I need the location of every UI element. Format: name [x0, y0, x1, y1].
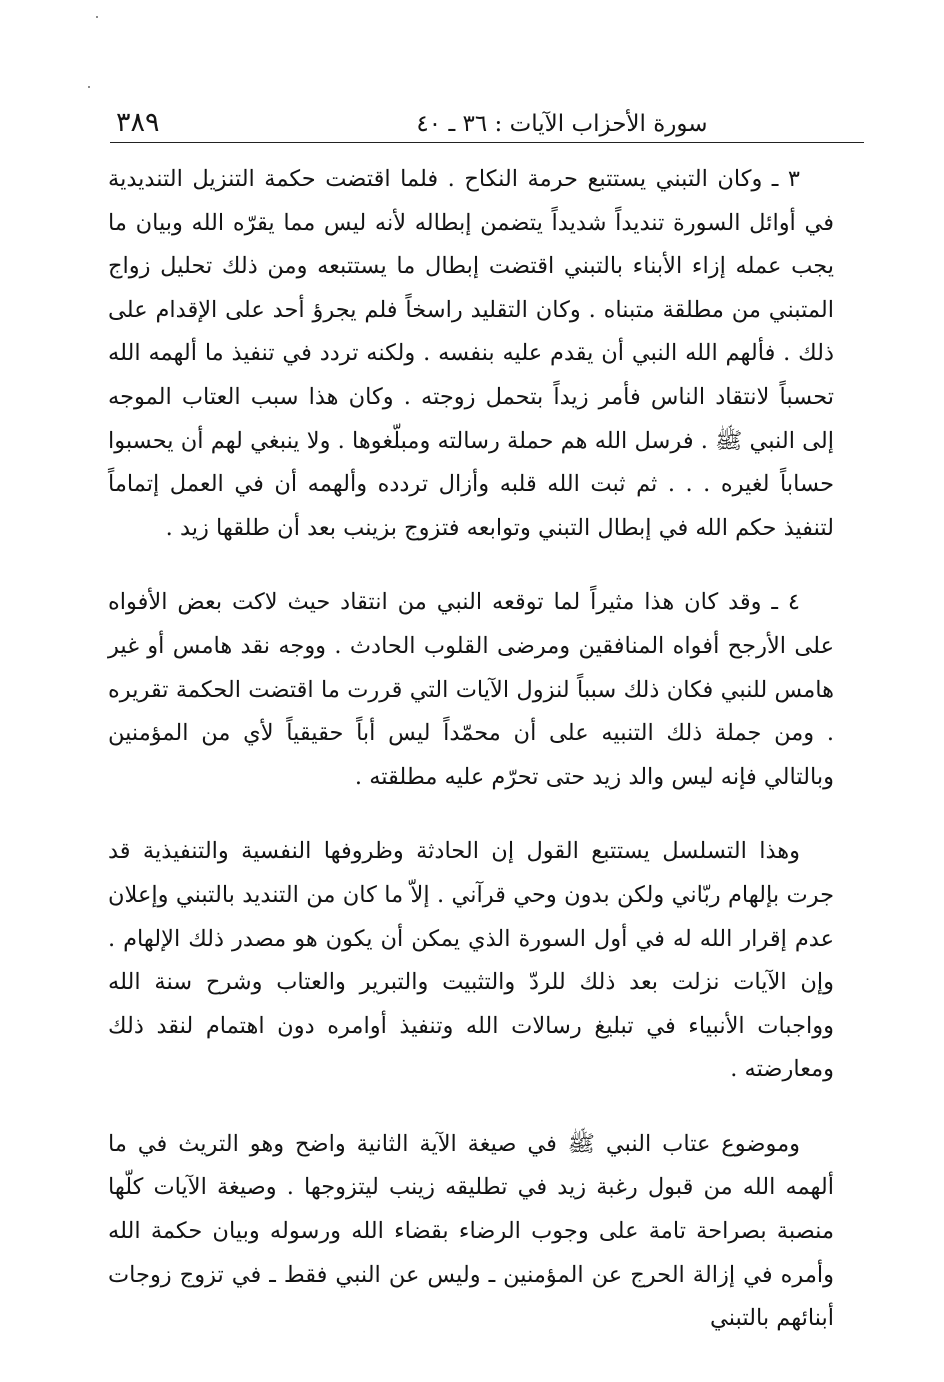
page-number: ٣٨٩ — [116, 107, 160, 138]
paragraph: ٤ ـ وقد كان هذا مثيراً لما توقعه النبي من انتقاد حيث لاكت بعض الأفواه على الأرجح أفواه المنافقين ومرضى القلوب الحادث . ووجه نقد هامس أو غير هامس للنبي فكان ذلك سبباً لنزول الآيات التي قررت ما اقتضت الحكمة تقريره . ومن جملة ذلك التنبيه على أن محمّداً ليس أباً حقيقياً لأي من المؤمنين وبالتالي فإنه ليس والد زيد حتى تحرّم عليه مطلقته . — [108, 589, 834, 790]
scan-speck — [88, 86, 90, 88]
running-title: سورة الأحزاب الآيات : ٣٦ ـ ٤٠ — [416, 111, 708, 137]
body-text — [108, 158, 834, 1372]
paragraph: ٣ ـ وكان التبني يستتبع حرمة النكاح . فلما اقتضت حكمة التنزيل التنديدية في أوائل السورة تنديداً شديداً يتضمن إبطاله لأنه ليس مما يقرّه الله وبيان ما يجب عمله إزاء الأبناء بالتبني اقتضت إبطال ما يستتبعه ومن ذلك تحليل زواج المتبني من مطلقة متبناه . وكان التقليد راسخاً فلم يجرؤ أحد على الإقدام على ذلك . فألهم الله النبي أن يقدم عليه بنفسه . ولكنه تردد في تنفيذ ما ألهمه الله تحسباً لانتقاد الناس فأمر زيداً بتحمل زوجته . وكان هذا سبب العتاب الموجه إلى النبي ﷺ . فرسل الله هم حملة رسالته ومبلّغوها . ولا ينبغي لهم أن يحسبوا حساباً لغيره . . . ثم ثبت الله قلبه وأزال تردده وألهمه أن في العمل إتماماً لتنفيذ حكم الله في إبطال التبني وتوابعه فتزوج بزينب بعد أن طلقها زيد . — [108, 166, 834, 541]
page-header — [110, 102, 864, 143]
paragraph: وهذا التسلسل يستتبع القول إن الحادثة وظروفها النفسية والتنفيذية قد جرت بإلهام ربّاني ولكن بدون وحي قرآني . إلاّ ما كان من التنديد بالتبني وإعلان عدم إقرار الله له في أول السورة الذي يمكن أن يكون هو مصدر ذلك الإلهام . وإن الآيات نزلت بعد ذلك للردّ والتثبيت والتبرير والعتاب وشرح سنة الله وواجبات الأنبياء في تبليغ رسالات الله وتنفيذ أوامره دون اهتمام لنقد ذلك ومعارضته . — [108, 838, 834, 1083]
paragraph: وموضوع عتاب النبي ﷺ في صيغة الآية الثانية واضح وهو التريث في ما ألهمه الله من قبول رغبة زيد في تطليقه زينب ليتزوجها . وصيغة الآيات كلّها منصبة بصراحة تامة على وجوب الرضاء بقضاء الله ورسوله وبيان حكمة الله وأمره في إزالة الحرج عن المؤمنين ـ وليس عن النبي فقط ـ في تزوج زوجات أبنائهم بالتبني — [108, 1130, 834, 1332]
scan-speck — [96, 16, 98, 18]
